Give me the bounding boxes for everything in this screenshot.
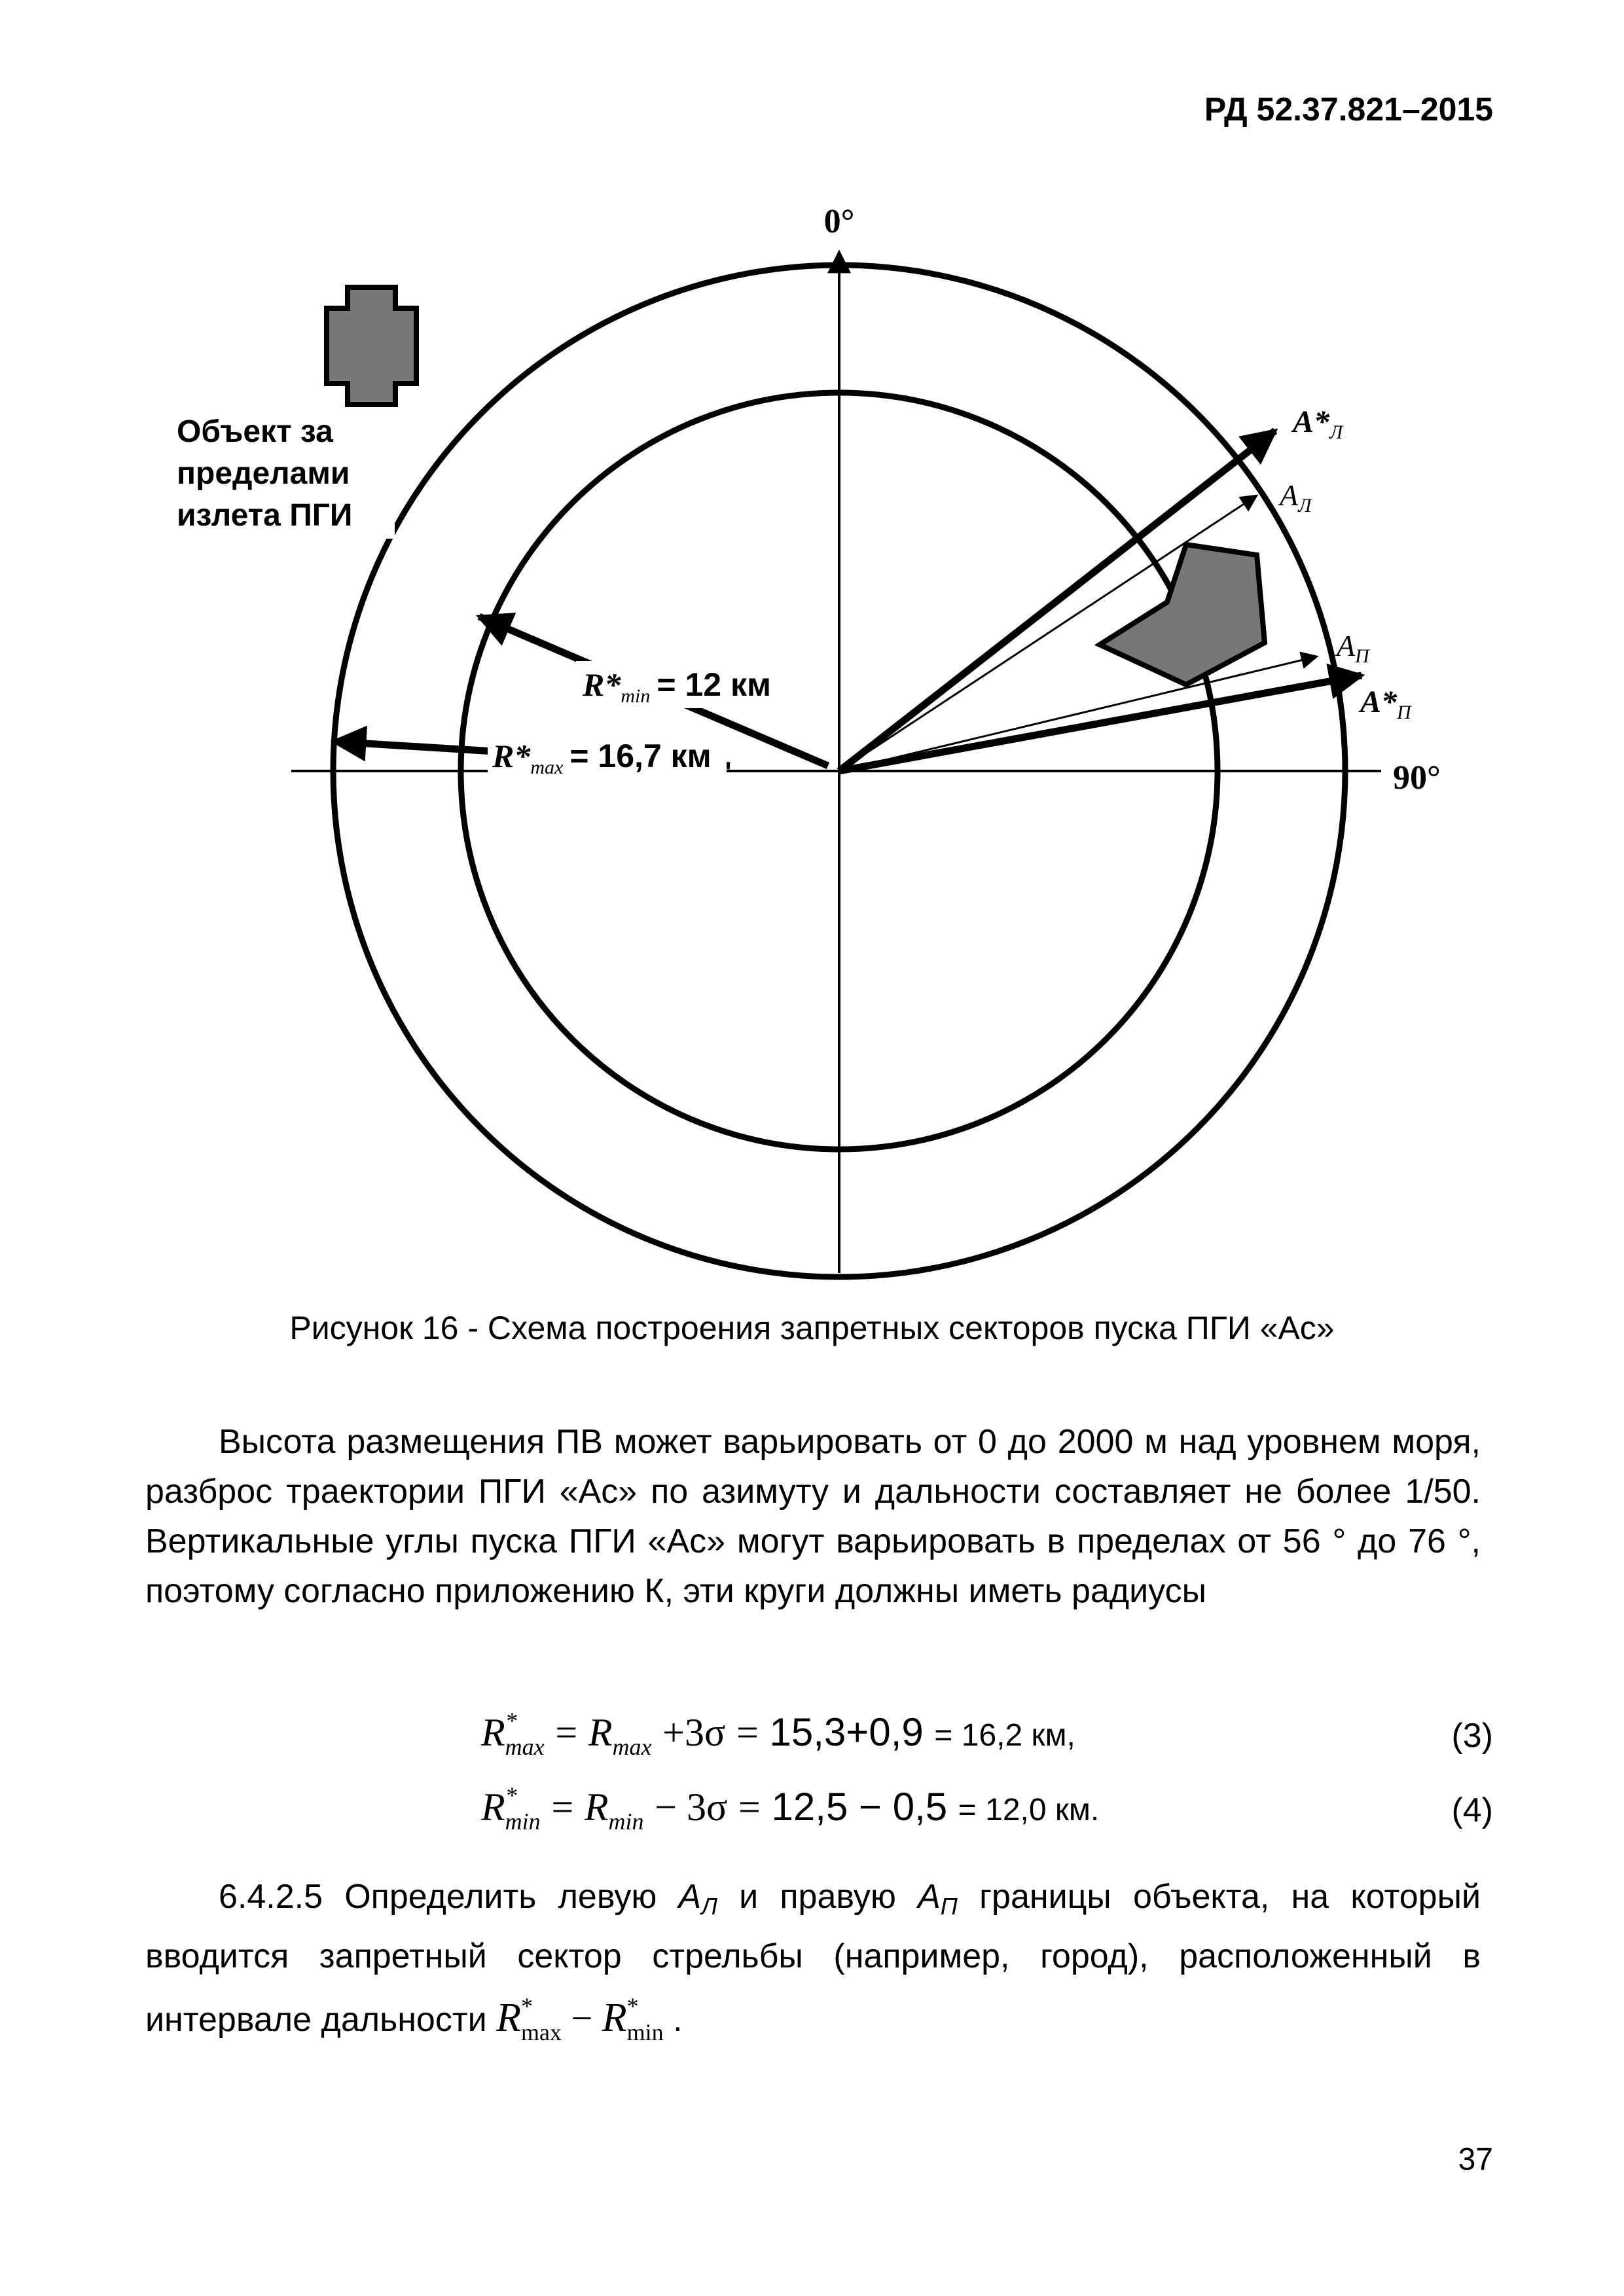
right-star-base: A* bbox=[1360, 685, 1398, 719]
equation-3-body bbox=[481, 1707, 1075, 1761]
eq4-r-sub: min bbox=[608, 1808, 644, 1835]
paragraph-2 bbox=[145, 1872, 1481, 2057]
p2-formula-minus: − bbox=[562, 1997, 602, 2039]
object-outside-range-shape bbox=[327, 287, 416, 404]
left-base: A bbox=[1280, 478, 1299, 512]
east-label: 90° bbox=[1393, 759, 1441, 797]
north-label: 0° bbox=[823, 203, 855, 240]
p2-formula-r1-sup: * bbox=[521, 1993, 533, 2019]
eq3-term: +3σ bbox=[662, 1711, 726, 1754]
rmin-value: = 12 км bbox=[657, 666, 771, 703]
eq4-lhs-sub: min bbox=[505, 1808, 541, 1835]
p2-left-sub: Л bbox=[701, 1893, 717, 1920]
eq3-result: = 16,2 км, bbox=[934, 1718, 1075, 1753]
document-code: РД 52.37.821–2015 bbox=[1204, 91, 1493, 128]
object-label-line-2: пределами bbox=[177, 456, 350, 491]
eq3-lhs-sup: * bbox=[505, 1708, 517, 1734]
left-label bbox=[1278, 478, 1312, 516]
equation-4-body bbox=[481, 1782, 1099, 1835]
equation-4-number: (4) bbox=[1451, 1791, 1493, 1829]
rmax-symbol: R* bbox=[492, 738, 531, 774]
figure-caption: Рисунок 16 - Схема построения запретных секторов пуска ПГИ «Ас» bbox=[289, 1310, 1335, 1346]
p2-formula-r2-sup: * bbox=[626, 1993, 639, 2019]
left-sub: Л bbox=[1298, 495, 1312, 516]
equation-4 bbox=[0, 1782, 1624, 1840]
equation-3-number: (3) bbox=[1451, 1717, 1493, 1755]
p2-part1: 6.4.2.5 Определить левую bbox=[219, 1878, 679, 1916]
left-star-sub: Л bbox=[1329, 422, 1343, 443]
eq4-equals-1: = bbox=[551, 1785, 574, 1829]
left-star-base: A* bbox=[1293, 404, 1330, 439]
p2-formula-r1-sub: max bbox=[521, 2019, 562, 2045]
right-base: A bbox=[1337, 629, 1356, 662]
page-number: 37 bbox=[1458, 2142, 1493, 2177]
p2-formula-r1: R bbox=[496, 1996, 522, 2040]
eq4-lhs: R bbox=[481, 1785, 505, 1829]
eq3-r: R bbox=[588, 1711, 613, 1754]
rmax-sub: max bbox=[530, 757, 564, 778]
p2-part3: границы объекта, на который вводится запретный сектор стрельбы (например, город), расположенный в интервале дальности bbox=[145, 1878, 1481, 2039]
p2-end: . bbox=[663, 2001, 683, 2039]
eq3-lhs-sub: max bbox=[505, 1734, 545, 1760]
eq4-r: R bbox=[584, 1785, 609, 1829]
eq3-equals-2: = bbox=[736, 1711, 759, 1754]
paragraph-1: Высота размещения ПВ может варьировать от 0 до 2000 м над уровнем моря, разброс траектории ПГИ «Ас» по азимуту и дальности составляет не более 1/50. Вертикальные углы пуска ПГИ «Ас» могут варьировать в пределах от 56 ° до 76 °, поэтому согласно приложению К, эти круги должны иметь радиусы bbox=[145, 1423, 1481, 1610]
right-star-boundary-arrow bbox=[839, 675, 1362, 771]
eq4-result: = 12,0 км. bbox=[958, 1793, 1100, 1827]
eq3-equals-1: = bbox=[555, 1711, 578, 1754]
p2-right-a: А bbox=[918, 1878, 941, 1916]
rmax-value: = 16,7 км bbox=[569, 738, 712, 774]
rmax-label bbox=[492, 738, 712, 778]
right-sub: П bbox=[1355, 645, 1369, 667]
p2-right-sub: П bbox=[940, 1893, 958, 1920]
rmin-label bbox=[582, 666, 771, 707]
eq4-equals-2: = bbox=[738, 1785, 761, 1829]
rmin-sub: min bbox=[621, 685, 651, 707]
p2-formula-r2-sub: min bbox=[626, 2019, 664, 2045]
eq3-numbers: 15,3+0,9 bbox=[769, 1710, 924, 1754]
target-object-shape bbox=[1100, 545, 1265, 685]
right-star-label bbox=[1358, 685, 1413, 723]
p2-formula-r2: R bbox=[602, 1996, 627, 2040]
p2-part2: и правую bbox=[717, 1878, 918, 1916]
eq4-term: − 3σ bbox=[655, 1785, 728, 1829]
equation-3 bbox=[0, 1707, 1624, 1766]
object-label-line-3: излета ПГИ bbox=[177, 498, 353, 533]
object-label-line-1: Объект за bbox=[177, 414, 333, 449]
right-label bbox=[1335, 629, 1371, 667]
eq3-lhs: R bbox=[481, 1711, 505, 1754]
rmin-symbol: R* bbox=[583, 666, 621, 703]
eq4-lhs-sup: * bbox=[505, 1782, 517, 1808]
eq3-r-sub: max bbox=[612, 1734, 652, 1760]
right-star-sub: П bbox=[1397, 702, 1411, 723]
eq4-numbers: 12,5 − 0,5 bbox=[771, 1785, 948, 1829]
left-star-label bbox=[1291, 404, 1344, 443]
p2-left-a: А bbox=[678, 1878, 702, 1916]
